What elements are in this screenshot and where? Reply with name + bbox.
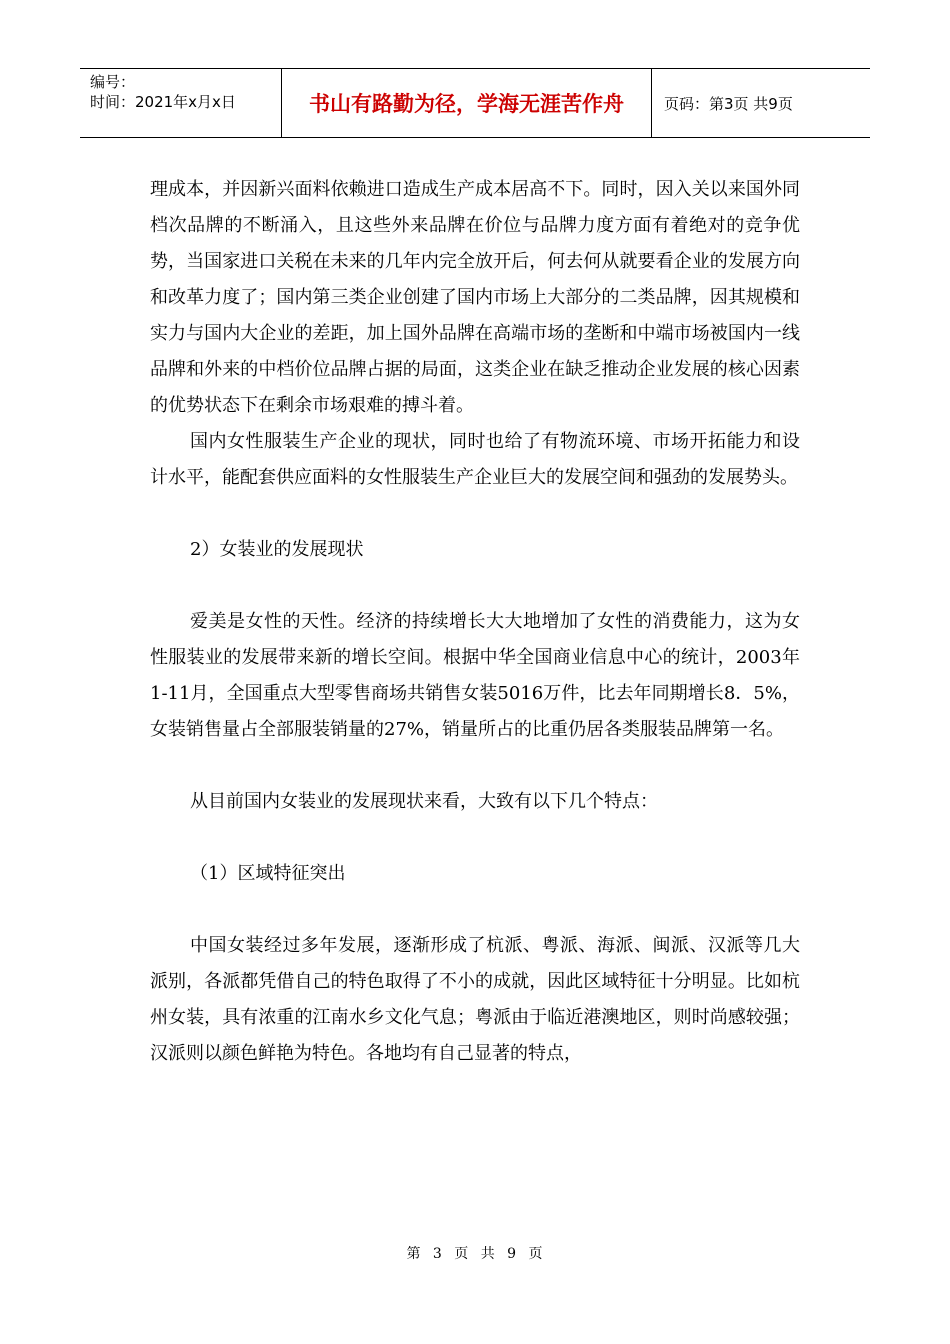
section-heading: 2）女装业的发展现状 bbox=[190, 539, 364, 560]
page-header bbox=[80, 68, 870, 138]
document-body bbox=[150, 172, 800, 1072]
paragraph: 从目前国内女装业的发展现状来看，大致有以下几个特点： bbox=[190, 791, 658, 812]
header-meta-cell bbox=[80, 69, 282, 137]
header-motto: 书山有路勤为径，学海无涯苦作舟 bbox=[282, 69, 652, 137]
document-time-label: 时间：2021年x月x日 bbox=[90, 93, 236, 111]
document-number-label: 编号： bbox=[90, 73, 136, 91]
header-page-info: 页码：第3页 共9页 bbox=[664, 94, 793, 113]
page-footer: 第 3 页 共 9 页 bbox=[406, 1246, 544, 1262]
paragraph: 中国女装经过多年发展，逐渐形成了杭派、粤派、海派、闽派、汉派等几大派别，各派都凭借自己的特色取得了不小的成就，因此区域特征十分明显。比如杭州女装，具有浓重的江南水乡文化气息；粤派由于临近港澳地区，则时尚感较强；汉派则以颜色鲜艳为特色。各地均有自己显著的特点， bbox=[150, 935, 800, 1064]
paragraph: 国内女性服装生产企业的现状，同时也给了有物流环境、市场开拓能力和设计水平，能配套供应面料的女性服装生产企业巨大的发展空间和强劲的发展势头。 bbox=[150, 431, 800, 488]
paragraph-continued: 理成本，并因新兴面料依赖进口造成生产成本居高不下。同时，因入关以来国外同档次品牌的不断涌入，且这些外来品牌在价位与品牌力度方面有着绝对的竞争优势，当国家进口关税在未来的几年内完全放开后，何去何从就要看企业的发展方向和改革力度了；国内第三类企业创建了国内市场上大部分的二类品牌，因其规模和实力与国内大企业的差距，加上国外品牌在高端市场的垄断和中端市场被国内一线品牌和外来的中档价位品牌占据的局面，这类企业在缺乏推动企业发展的核心因素的优势状态下在剩余市场艰难的搏斗着。 bbox=[150, 179, 800, 416]
subsection-heading: （1）区域特征突出 bbox=[190, 863, 346, 884]
paragraph: 爱美是女性的天性。经济的持续增长大大地增加了女性的消费能力，这为女性服装业的发展带来新的增长空间。根据中华全国商业信息中心的统计，2003年1-11月，全国重点大型零售商场共销售女装5016万件，比去年同期增长8．5%，女装销售量占全部服装销量的27%，销量所占的比重仍居各类服装品牌第一名。 bbox=[150, 611, 800, 740]
